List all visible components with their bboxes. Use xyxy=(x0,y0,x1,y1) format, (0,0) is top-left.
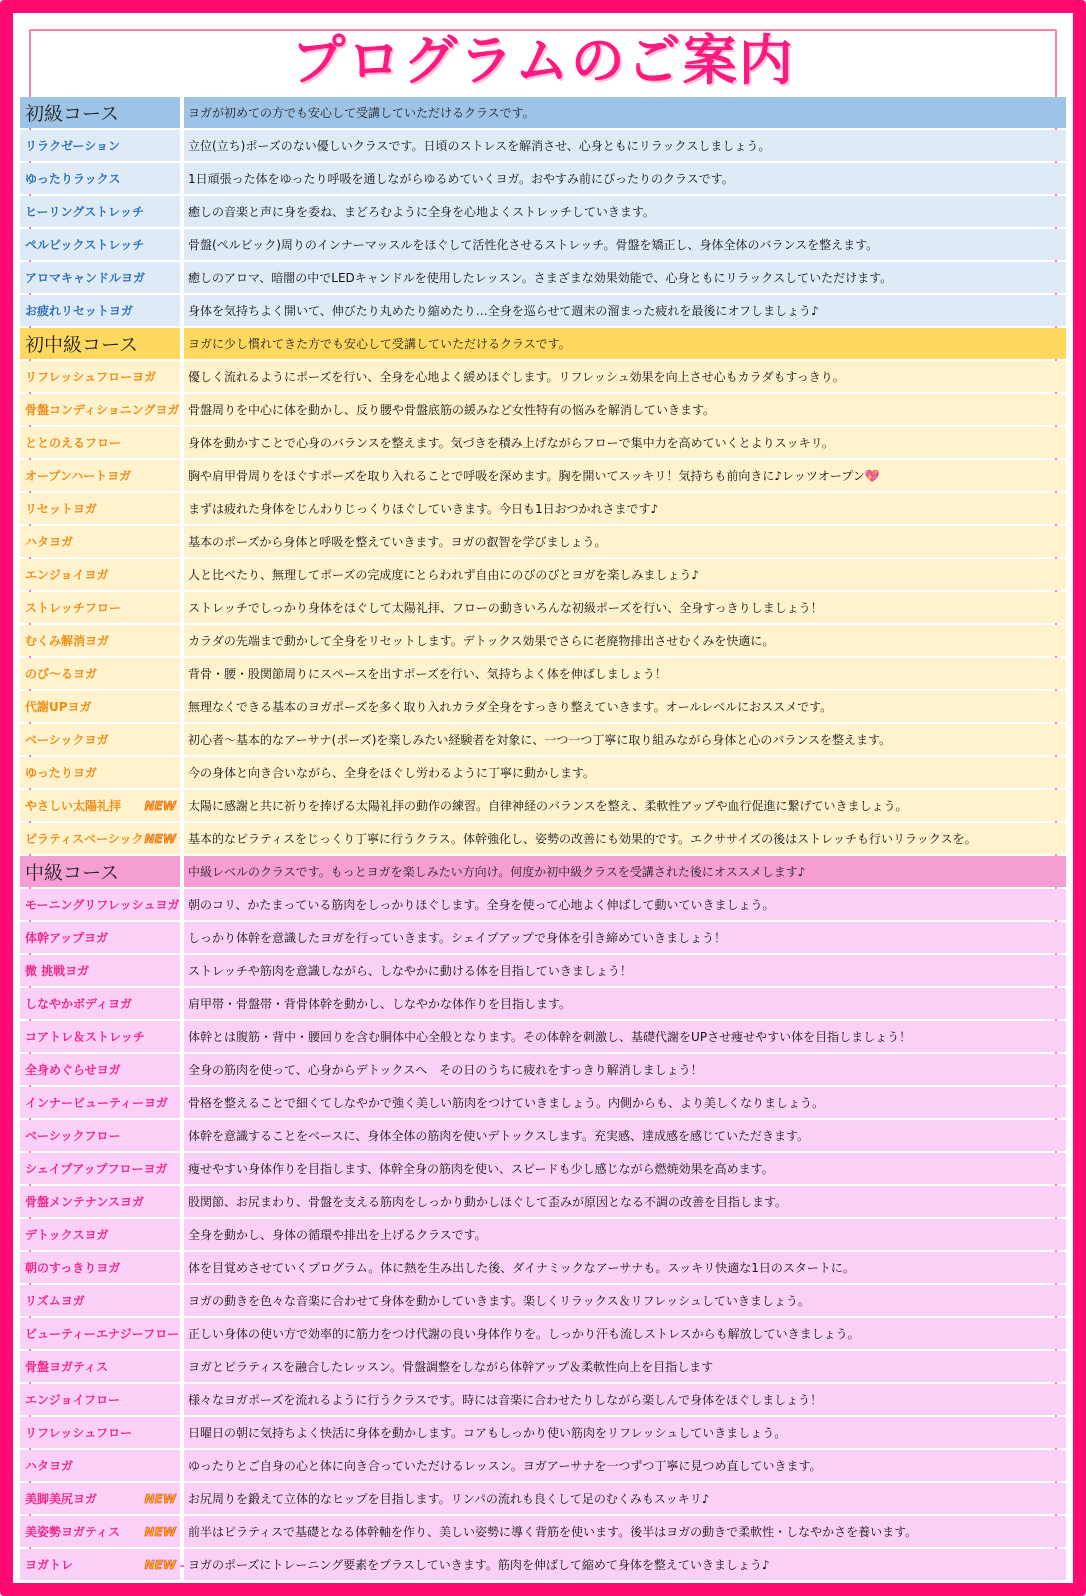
class-name-cell xyxy=(20,1417,180,1448)
class-row xyxy=(20,1021,1066,1052)
class-name-cell xyxy=(20,295,180,326)
class-name: コアトレ＆ストレッチ xyxy=(25,1030,145,1044)
class-row xyxy=(20,922,1066,953)
class-description: 初心者～基本的なアーサナ(ポーズ)を楽しみたい経験者を対象に、一つ一つ丁寧に取り組みながら身体と心のバランスを整えます。 xyxy=(184,724,1066,755)
class-description: 骨格を整えることで細くてしなやかで強く美しい筋肉をつけていきましょう。内側からも、より美しくなりましょう。 xyxy=(184,1087,1066,1118)
class-name: オープンハートヨガ xyxy=(25,469,132,483)
class-name: ヨガトレ xyxy=(25,1558,74,1572)
class-name-cell xyxy=(20,1483,180,1514)
class-row xyxy=(20,757,1066,788)
section-title: 初級コース xyxy=(20,97,180,128)
class-row xyxy=(20,1384,1066,1415)
class-row xyxy=(20,1054,1066,1085)
class-description: 優しく流れるようにポーズを行い、全身を心地よく緩めほぐします。リフレッシュ効果を向上させ心もカラダもすっきり。 xyxy=(184,361,1066,392)
class-description: 前半はピラティスで基礎となる体幹軸を作り、美しい姿勢に導く背筋を使います。後半はヨガの動きで柔軟性・しなやかさを養います。 xyxy=(184,1516,1066,1547)
class-description: 今の身体と向き合いながら、全身をほぐし労わるように丁寧に動かします。 xyxy=(184,757,1066,788)
class-name: モーニングリフレッシュヨガ xyxy=(25,898,180,912)
class-description: 正しい身体の使い方で効率的に筋力をつけ代謝の良い身体作りを。しっかり汗も流しストレスからも解放していきましょう。 xyxy=(184,1318,1066,1349)
class-description: ストレッチや筋肉を意識しながら、しなやかに動ける体を目指していきましょう！ xyxy=(184,955,1066,986)
class-name: ペルビックストレッチ xyxy=(25,238,145,252)
class-name: アロマキャンドルヨガ xyxy=(25,271,146,285)
class-name: リセットヨガ xyxy=(25,502,97,516)
class-description: 立位(立ち)ポーズのない優しいクラスです。日頃のストレスを解消させ、心身ともにリラックスしましょう。 xyxy=(184,130,1066,161)
class-description: ストレッチでしっかり身体をほぐして太陽礼拝、フローの動きいろんな初級ポーズを行い、全身すっきりしましょう！ xyxy=(184,592,1066,623)
section-description: ヨガに少し慣れてきた方でも安心して受講していただけるクラスです。 xyxy=(184,328,1066,359)
class-name: やさしい太陽礼拝 xyxy=(25,799,122,813)
class-row xyxy=(20,889,1066,920)
class-name-cell xyxy=(20,658,180,689)
class-name-cell xyxy=(20,724,180,755)
class-row xyxy=(20,394,1066,425)
class-description: ヨガの動きを色々な音楽に合わせて身体を動かしていきます。楽しくリラックス＆リフレッシュしていきましょう。 xyxy=(184,1285,1066,1316)
class-name: ストレッチフロー xyxy=(25,601,121,615)
class-name-cell xyxy=(20,691,180,722)
section-title: 初中級コース xyxy=(20,328,180,359)
class-name-cell xyxy=(20,1516,180,1547)
class-row xyxy=(20,1516,1066,1547)
class-name: ベーシックフロー xyxy=(25,1129,121,1143)
class-name-cell xyxy=(20,526,180,557)
class-description: 身体を動かすことで心身のバランスを整えます。気づきを積み上げながらフローで集中力を高めていくとよりスッキリ。 xyxy=(184,427,1066,458)
class-description: 肩甲帯・骨盤帯・背骨体幹を動かし、しなやかな体作りを目指します。 xyxy=(184,988,1066,1019)
class-description: 癒しの音楽と声に身を委ね、まどろむように全身を心地よくストレッチしていきます。 xyxy=(184,196,1066,227)
class-row xyxy=(20,1252,1066,1283)
class-description: まずは疲れた身体をじんわりじっくりほぐしていきます。今日も1日おつかれさまです♪ xyxy=(184,493,1066,524)
class-name-cell xyxy=(20,1186,180,1217)
class-name: ビューティーエナジーフロー xyxy=(25,1327,180,1341)
class-description: ゆったりとご自身の心と体に向き合っていただけるレッスン。ヨガアーサナを一つずつ丁寧に見つめ直していきます。 xyxy=(184,1450,1066,1481)
class-name-cell xyxy=(20,988,180,1019)
class-description: ヨガのポーズにトレーニング要素をプラスしていきます。筋肉を伸ばして縮めて身体を整えていきましょう♪ xyxy=(184,1549,1066,1580)
class-description: 人と比べたり、無理してポーズの完成度にとらわれず自由にのびのびとヨガを楽しみましょう♪ xyxy=(184,559,1066,590)
class-name-cell xyxy=(20,559,180,590)
class-row xyxy=(20,493,1066,524)
class-row xyxy=(20,130,1066,161)
class-name: 全身めぐらせヨガ xyxy=(25,1063,121,1077)
class-name: 代謝UPヨガ xyxy=(25,700,92,714)
class-name-cell xyxy=(20,1450,180,1481)
class-name-cell xyxy=(20,229,180,260)
section-title: 中級コース xyxy=(20,856,180,887)
class-row xyxy=(20,361,1066,392)
class-name: しなやかボディヨガ xyxy=(25,997,133,1011)
class-name: リラクゼーション xyxy=(25,139,121,153)
class-row xyxy=(20,1483,1066,1514)
class-name-cell xyxy=(20,1318,180,1349)
class-description: お尻周りを鍛えて立体的なヒップを目指します。リンパの流れも良くして足のむくみもスッキリ♪ xyxy=(184,1483,1066,1514)
class-row xyxy=(20,1318,1066,1349)
class-description: 胸や肩甲骨周りをほぐすポーズを取り入れることで呼吸を深めます。胸を開いてスッキリ！気持ちも前向きに♪レッツオープン💖 xyxy=(184,460,1066,491)
class-name: リズムヨガ xyxy=(25,1294,85,1308)
class-description: 基本的なピラティスをじっくり丁寧に行うクラス。体幹強化し、姿勢の改善にも効果的です。エクササイズの後はストレッチも行いリラックスを。 xyxy=(184,823,1066,854)
class-description: 体幹を意識することをベースに、身体全体の筋肉を使いデトックスします。充実感、達成感を感じていただきます。 xyxy=(184,1120,1066,1151)
section-description: 中級レベルのクラスです。もっとヨガを楽しみたい方向け。何度か初中級クラスを受講された後にオススメします♪ xyxy=(184,856,1066,887)
class-description: 背骨・腰・股関節周りにスペースを出すポーズを行い、気持ちよく体を伸ばしましょう！ xyxy=(184,658,1066,689)
class-name: ハタヨガ xyxy=(25,1459,74,1473)
class-name-cell xyxy=(20,1549,180,1580)
class-description: 身体を気持ちよく開いて、伸びたり丸めたり縮めたり…全身を巡らせて週末の溜まった疲れを最後にオフしましょう♪ xyxy=(184,295,1066,326)
class-name-cell xyxy=(20,889,180,920)
class-row xyxy=(20,526,1066,557)
class-name-cell xyxy=(20,427,180,458)
section-description: ヨガが初めての方でも安心して受講していただけるクラスです。 xyxy=(184,97,1066,128)
class-name: エンジョイフロー xyxy=(25,1393,121,1407)
class-name-cell xyxy=(20,823,180,854)
class-name: ピラティスベーシック xyxy=(25,832,144,846)
class-name: ヒーリングストレッチ xyxy=(25,205,145,219)
class-row xyxy=(20,823,1066,854)
class-description: 全身を動かし、身体の循環や排出を上げるクラスです。 xyxy=(184,1219,1066,1250)
class-description: 太陽に感謝と共に祈りを捧げる太陽礼拝の動作の練習。自律神経のバランスを整え、柔軟性アップや血行促進に繋げていきましょう。 xyxy=(184,790,1066,821)
class-row xyxy=(20,196,1066,227)
class-row xyxy=(20,1450,1066,1481)
class-row xyxy=(20,295,1066,326)
class-name-cell xyxy=(20,163,180,194)
section-header xyxy=(20,856,1066,887)
class-row xyxy=(20,1153,1066,1184)
class-description: 体を目覚めさせていくプログラム。体に熱を生み出した後、ダイナミックなアーサナも。スッキリ快適な1日のスタートに。 xyxy=(184,1252,1066,1283)
class-row xyxy=(20,1087,1066,1118)
class-description: 1日頑張った体をゆったり呼吸を通しながらゆるめていくヨガ。おやすみ前にぴったりのクラスです。 xyxy=(184,163,1066,194)
class-name-cell xyxy=(20,592,180,623)
class-name: ベーシックヨガ xyxy=(25,733,109,747)
section-header xyxy=(20,97,1066,128)
class-description: しっかり体幹を意識したヨガを行っていきます。シェイプアップで身体を引き締めていきましょう！ xyxy=(184,922,1066,953)
class-row xyxy=(20,1549,1066,1580)
class-name: ハタヨガ xyxy=(25,535,74,549)
new-badge: NEW xyxy=(144,798,176,813)
class-name-cell xyxy=(20,1087,180,1118)
class-name-cell xyxy=(20,1120,180,1151)
class-row xyxy=(20,1351,1066,1382)
class-name: リフレッシュフローヨガ xyxy=(25,370,157,384)
class-description: ヨガとピラティスを融合したレッスン。骨盤調整をしながら体幹アップ＆柔軟性向上を目指します xyxy=(184,1351,1066,1382)
class-description: 体幹とは腹筋・背中・腰回りを含む胴体中心全般となります。その体幹を刺激し、基礎代謝をUPさせ痩せやすい体を目指しましょう！ xyxy=(184,1021,1066,1052)
class-name: 美脚美尻ヨガ xyxy=(25,1492,98,1506)
class-name-cell xyxy=(20,955,180,986)
class-row xyxy=(20,790,1066,821)
class-name: 体幹アップヨガ xyxy=(25,931,109,945)
class-name-cell xyxy=(20,1153,180,1184)
class-name: 美姿勢ヨガティス xyxy=(25,1525,121,1539)
class-row xyxy=(20,262,1066,293)
class-description: 骨盤(ペルビック)周りのインナーマッスルをほぐして活性化させるストレッチ。骨盤を矯正し、身体全体のバランスを整えます。 xyxy=(184,229,1066,260)
class-name: のび～るヨガ xyxy=(25,667,98,681)
class-row xyxy=(20,625,1066,656)
class-description: 朝のコリ、かたまっている筋肉をしっかりほぐします。全身を使って心地よく伸ばして動いていきましょう。 xyxy=(184,889,1066,920)
class-row xyxy=(20,658,1066,689)
class-name-cell xyxy=(20,1219,180,1250)
class-name-cell xyxy=(20,757,180,788)
class-row xyxy=(20,460,1066,491)
class-name: 骨盤コンディショニングヨガ xyxy=(25,403,180,417)
new-badge: NEW xyxy=(144,1491,176,1506)
class-name-cell xyxy=(20,1285,180,1316)
class-row xyxy=(20,1186,1066,1217)
new-badge: NEW xyxy=(144,1557,176,1572)
class-description: 股関節、お尻まわり、骨盤を支える筋肉をしっかり動かしほぐして歪みが原因となる不調の改善を目指します。 xyxy=(184,1186,1066,1217)
class-name-cell xyxy=(20,196,180,227)
class-description: 痩せやすい身体作りを目指します、体幹全身の筋肉を使い、スピードも少し感じながら燃焼効果を高めます。 xyxy=(184,1153,1066,1184)
class-name: デトックスヨガ xyxy=(25,1228,109,1242)
class-row xyxy=(20,691,1066,722)
class-name: お疲れリセットヨガ xyxy=(25,304,133,318)
class-row xyxy=(20,988,1066,1019)
class-row xyxy=(20,427,1066,458)
class-name: シェイプアップフローヨガ xyxy=(25,1162,168,1176)
class-name: リフレッシュフロー xyxy=(25,1426,133,1440)
class-name: むくみ解消ヨガ xyxy=(25,634,110,648)
class-row xyxy=(20,163,1066,194)
class-name-cell xyxy=(20,1054,180,1085)
class-name: ゆったりヨガ xyxy=(25,766,97,780)
class-name-cell xyxy=(20,922,180,953)
class-name-cell xyxy=(20,130,180,161)
class-name-cell xyxy=(20,460,180,491)
class-description: 日曜日の朝に気持ちよく快活に身体を動かします。コアもしっかり使い筋肉をリフレッシュしていきましょう。 xyxy=(184,1417,1066,1448)
program-table xyxy=(20,97,1066,1582)
class-name-cell xyxy=(20,1021,180,1052)
class-name: 朝のすっきりヨガ xyxy=(25,1261,121,1275)
class-name-cell xyxy=(20,1252,180,1283)
class-name-cell xyxy=(20,1384,180,1415)
page-title: プログラムのご案内 xyxy=(291,29,795,92)
class-description: 癒しのアロマ、暗闇の中でLEDキャンドルを使用したレッスン。さまざまな効果効能で、心身ともにリラックスしていただけます。 xyxy=(184,262,1066,293)
class-row xyxy=(20,1120,1066,1151)
class-name: 骨盤メンテナンスヨガ xyxy=(25,1195,145,1209)
class-row xyxy=(20,724,1066,755)
class-name-cell xyxy=(20,394,180,425)
class-name-cell xyxy=(20,790,180,821)
class-row xyxy=(20,955,1066,986)
class-name-cell xyxy=(20,493,180,524)
class-row xyxy=(20,559,1066,590)
class-row xyxy=(20,1417,1066,1448)
class-description: 基本のポーズから身体と呼吸を整えていきます。ヨガの叡智を学びましょう。 xyxy=(184,526,1066,557)
class-name: ゆったりラックス xyxy=(25,172,121,186)
class-name: 微 挑戦ヨガ xyxy=(25,964,90,978)
new-badge: NEW xyxy=(144,831,176,846)
class-description: 様々なヨガポーズを流れるように行うクラスです。時には音楽に合わせたりしながら楽しんで身体をほぐしましょう！ xyxy=(184,1384,1066,1415)
class-name: インナービューティーヨガ xyxy=(25,1096,169,1110)
class-name: エンジョイヨガ xyxy=(25,568,109,582)
class-name-cell xyxy=(20,1351,180,1382)
class-name: 骨盤ヨガティス xyxy=(25,1360,109,1374)
class-name-cell xyxy=(20,361,180,392)
class-description: カラダの先端まで動かして全身をリセットします。デトックス効果でさらに老廃物排出させむくみを快適に。 xyxy=(184,625,1066,656)
class-row xyxy=(20,229,1066,260)
section-header xyxy=(20,328,1066,359)
class-name-cell xyxy=(20,262,180,293)
class-description: 全身の筋肉を使って、心身からデトックスへ その日のうちに疲れをすっきり解消しましょう！ xyxy=(184,1054,1066,1085)
class-description: 骨盤周りを中心に体を動かし、反り腰や骨盤底筋の緩みなど女性特有の悩みを解消していきます。 xyxy=(184,394,1066,425)
class-row xyxy=(20,1285,1066,1316)
class-name-cell xyxy=(20,625,180,656)
class-description: 無理なくできる基本のヨガポーズを多く取り入れカラダ全身をすっきり整えていきます。オールレベルにおススメです。 xyxy=(184,691,1066,722)
class-row xyxy=(20,1219,1066,1250)
new-badge: NEW xyxy=(144,1524,176,1539)
class-name: ととのえるフロー xyxy=(25,436,122,450)
class-row xyxy=(20,592,1066,623)
